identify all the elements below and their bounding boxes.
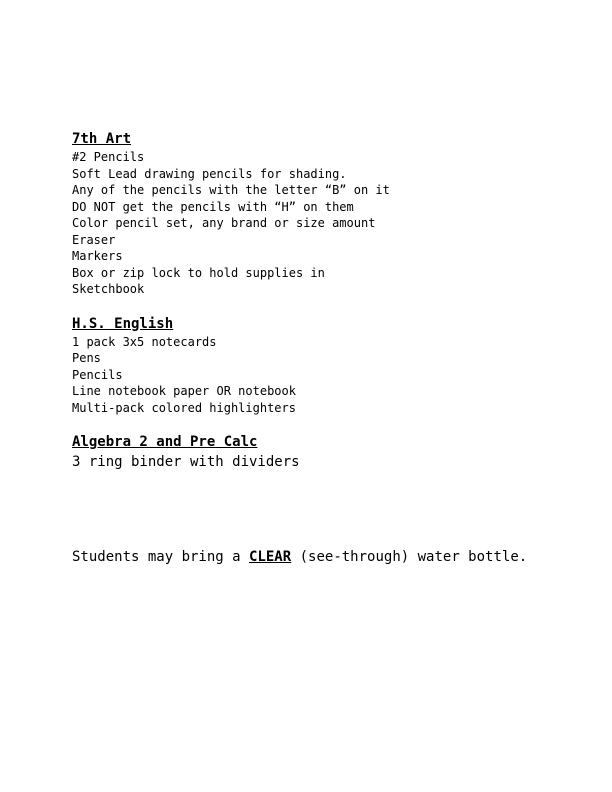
art-supply-list xyxy=(72,149,592,298)
english-supply-list xyxy=(72,334,592,417)
note-text-after: (see-through) water bottle. xyxy=(291,549,528,565)
list-item: Multi-pack colored highlighters xyxy=(72,400,296,415)
english-section-title: H.S. English xyxy=(72,315,174,332)
list-item: Sketchbook xyxy=(72,282,145,296)
list-item: 1 pack 3x5 notecards xyxy=(72,334,217,349)
list-item: Color pencil set, any brand or size amount xyxy=(72,216,376,230)
water-bottle-note xyxy=(72,547,527,567)
list-item: DO NOT get the pencils with “H” on them xyxy=(72,199,354,214)
art-section-title: 7th Art xyxy=(72,131,132,147)
algebra-section xyxy=(72,432,592,472)
list-item: #2 Pencils xyxy=(72,150,145,164)
supply-list-document xyxy=(72,129,592,472)
list-item: Eraser xyxy=(72,232,116,247)
list-item: Pens xyxy=(72,351,101,365)
note-text-before: Students may bring a xyxy=(72,549,250,565)
art-section xyxy=(72,129,592,298)
list-item: 3 ring binder with dividers xyxy=(72,454,300,470)
list-item: Box or zip lock to hold supplies in xyxy=(72,265,325,280)
english-section xyxy=(72,314,592,417)
list-item: Pencils xyxy=(72,367,123,382)
list-item: Markers xyxy=(72,249,123,263)
list-item: Soft Lead drawing pencils for shading. xyxy=(72,166,347,181)
list-item: Any of the pencils with the letter “B” on it xyxy=(72,183,390,197)
list-item: Line notebook paper OR notebook xyxy=(72,384,296,398)
algebra-section-title: Algebra 2 and Pre Calc xyxy=(72,434,258,450)
note-emphasis: CLEAR xyxy=(249,549,292,565)
algebra-supply-list xyxy=(72,452,592,472)
